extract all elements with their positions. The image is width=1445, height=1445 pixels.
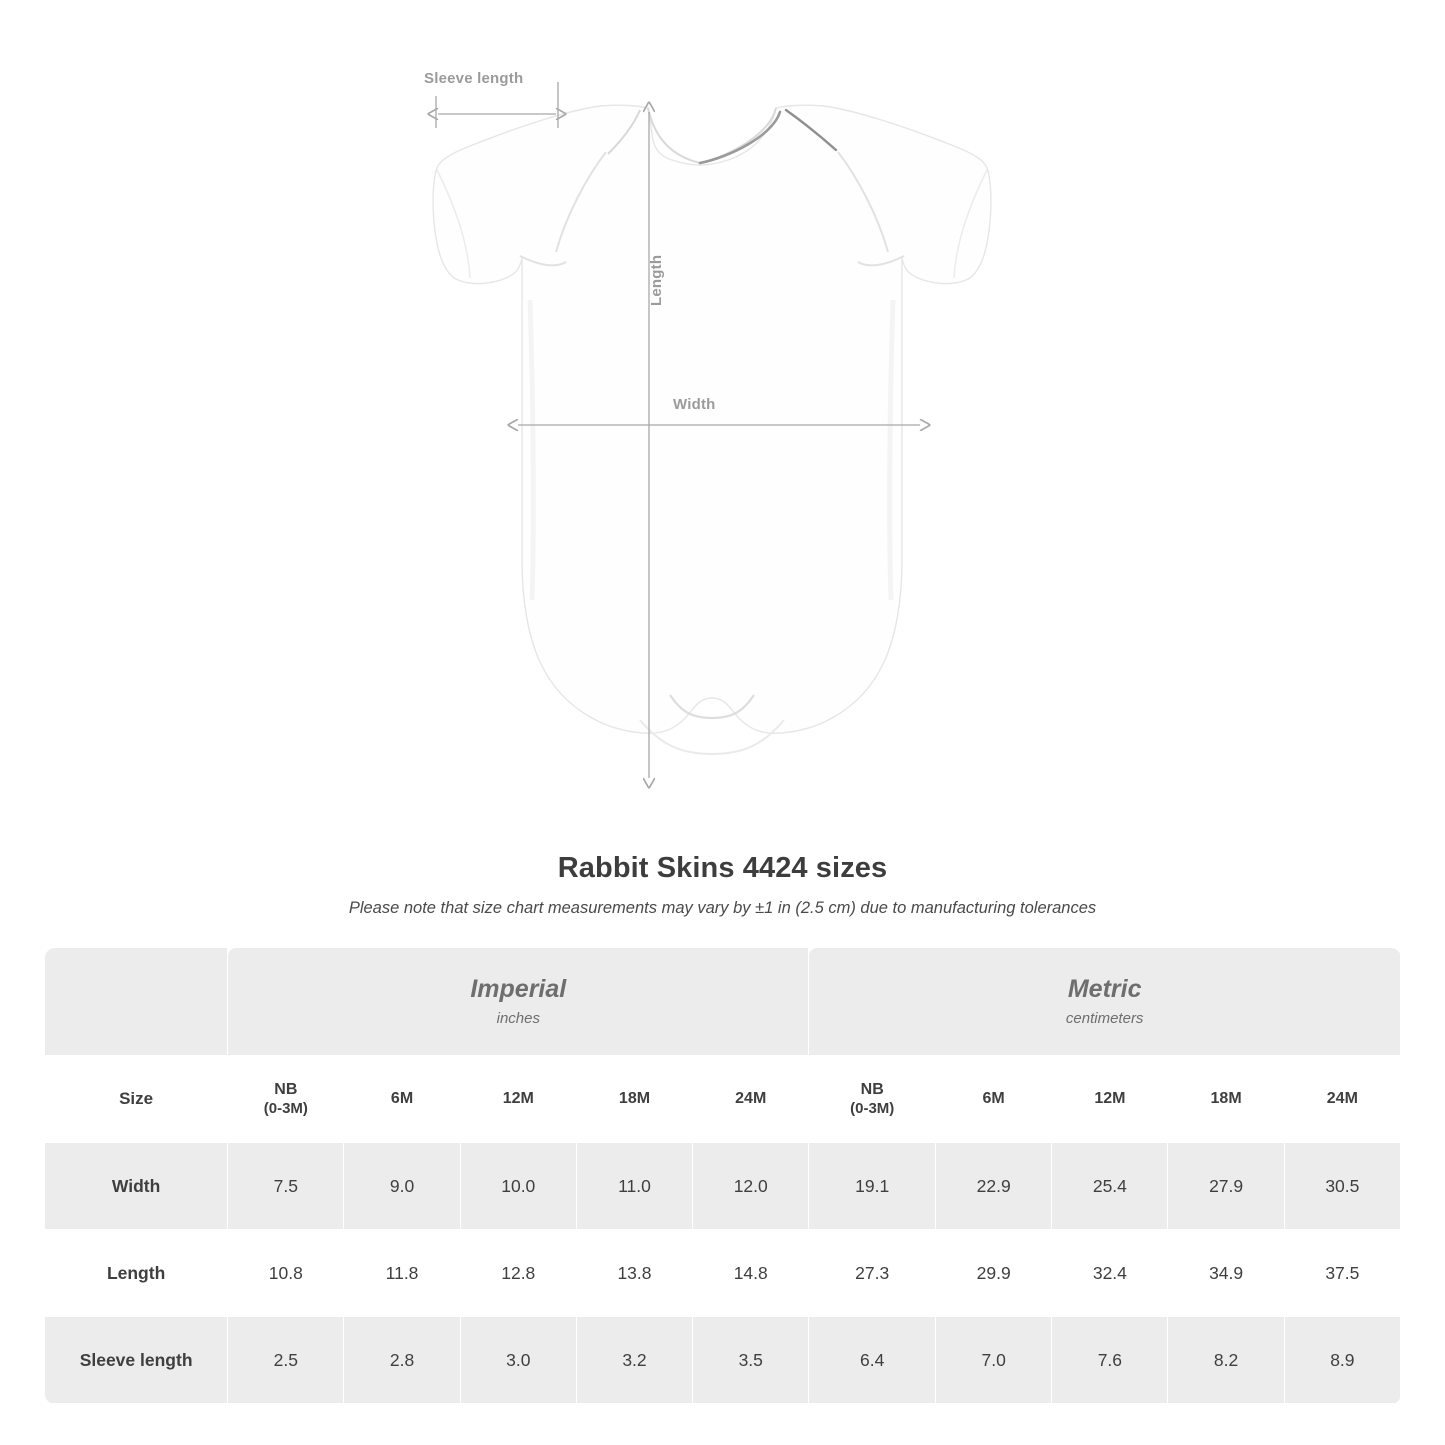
column-header-6m-metric: 6M (936, 1056, 1052, 1143)
cell-length-12m-in: 12.8 (460, 1230, 576, 1317)
cell-sleeve-18m-in: 3.2 (576, 1317, 692, 1404)
sleeve-length-dimension-label: Sleeve length (424, 70, 524, 87)
cell-length-24m-cm: 37.5 (1284, 1230, 1400, 1317)
cell-length-24m-in: 14.8 (693, 1230, 809, 1317)
row-label-width: Width (45, 1143, 228, 1230)
size-table-wrapper (44, 947, 1401, 1404)
column-header-nb-metric (809, 1056, 936, 1143)
cell-sleeve-6m-in: 2.8 (344, 1317, 460, 1404)
column-header-sub: (0-3M) (263, 1099, 308, 1117)
page-title: Rabbit Skins 4424 sizes (557, 852, 888, 884)
width-dimension-label: Width (673, 396, 716, 413)
column-header-12m-metric: 12M (1052, 1056, 1168, 1143)
cell-sleeve-24m-in: 3.5 (693, 1317, 809, 1404)
cell-length-12m-cm: 32.4 (1052, 1230, 1168, 1317)
cell-width-nb-in: 7.5 (228, 1143, 344, 1230)
cell-length-6m-in: 11.8 (344, 1230, 460, 1317)
table-row (45, 1230, 1401, 1317)
column-header-18m-imperial: 18M (576, 1056, 692, 1143)
unit-name-imperial: Imperial (470, 975, 567, 1004)
unit-header-imperial (228, 948, 809, 1056)
cell-length-18m-in: 13.8 (576, 1230, 692, 1317)
unit-header-row (45, 948, 1401, 1056)
unit-header-spacer (45, 948, 228, 1056)
column-header-sub: (0-3M) (850, 1099, 895, 1117)
cell-sleeve-12m-cm: 7.6 (1052, 1317, 1168, 1404)
cell-width-24m-in: 12.0 (693, 1143, 809, 1230)
cell-width-6m-in: 9.0 (344, 1143, 460, 1230)
table-row (45, 1317, 1401, 1404)
cell-width-24m-cm: 30.5 (1284, 1143, 1400, 1230)
cell-width-18m-in: 11.0 (576, 1143, 692, 1230)
cell-sleeve-24m-cm: 8.9 (1284, 1317, 1400, 1404)
cell-sleeve-18m-cm: 8.2 (1168, 1317, 1284, 1404)
cell-length-nb-cm: 27.3 (809, 1230, 936, 1317)
column-header-24m-imperial: 24M (693, 1056, 809, 1143)
cell-width-6m-cm: 22.9 (936, 1143, 1052, 1230)
row-label-sleeve-length: Sleeve length (45, 1317, 228, 1404)
cell-width-12m-cm: 25.4 (1052, 1143, 1168, 1230)
cell-width-18m-cm: 27.9 (1168, 1143, 1284, 1230)
column-header-row (45, 1056, 1401, 1143)
row-label-length: Length (45, 1230, 228, 1317)
column-header-nb-imperial (228, 1056, 344, 1143)
unit-name-metric: Metric (1067, 975, 1142, 1004)
length-dimension-label: Length (648, 254, 665, 306)
row-header-size: Size (45, 1056, 228, 1143)
cell-width-12m-in: 10.0 (460, 1143, 576, 1230)
unit-sub-metric: centimeters (1065, 1009, 1144, 1027)
column-header-12m-imperial: 12M (460, 1056, 576, 1143)
tolerance-note: Please note that size chart measurements may vary by ±1 in (2.5 cm) due to manufacturing tolerances (348, 899, 1097, 917)
unit-sub-imperial: inches (496, 1009, 540, 1027)
cell-width-nb-cm: 19.1 (809, 1143, 936, 1230)
table-row (45, 1143, 1401, 1230)
column-header-18m-metric: 18M (1168, 1056, 1284, 1143)
title-block (0, 852, 1445, 918)
cell-sleeve-6m-cm: 7.0 (936, 1317, 1052, 1404)
cell-sleeve-nb-in: 2.5 (228, 1317, 344, 1404)
cell-length-6m-cm: 29.9 (936, 1230, 1052, 1317)
column-header-main: NB (274, 1080, 298, 1098)
cell-length-nb-in: 10.8 (228, 1230, 344, 1317)
size-chart-table (44, 947, 1401, 1404)
unit-header-metric (809, 948, 1401, 1056)
column-header-24m-metric: 24M (1284, 1056, 1400, 1143)
cell-sleeve-nb-cm: 6.4 (809, 1317, 936, 1404)
cell-sleeve-12m-in: 3.0 (460, 1317, 576, 1404)
cell-length-18m-cm: 34.9 (1168, 1230, 1284, 1317)
column-header-6m-imperial: 6M (344, 1056, 460, 1143)
column-header-main: NB (860, 1080, 884, 1098)
